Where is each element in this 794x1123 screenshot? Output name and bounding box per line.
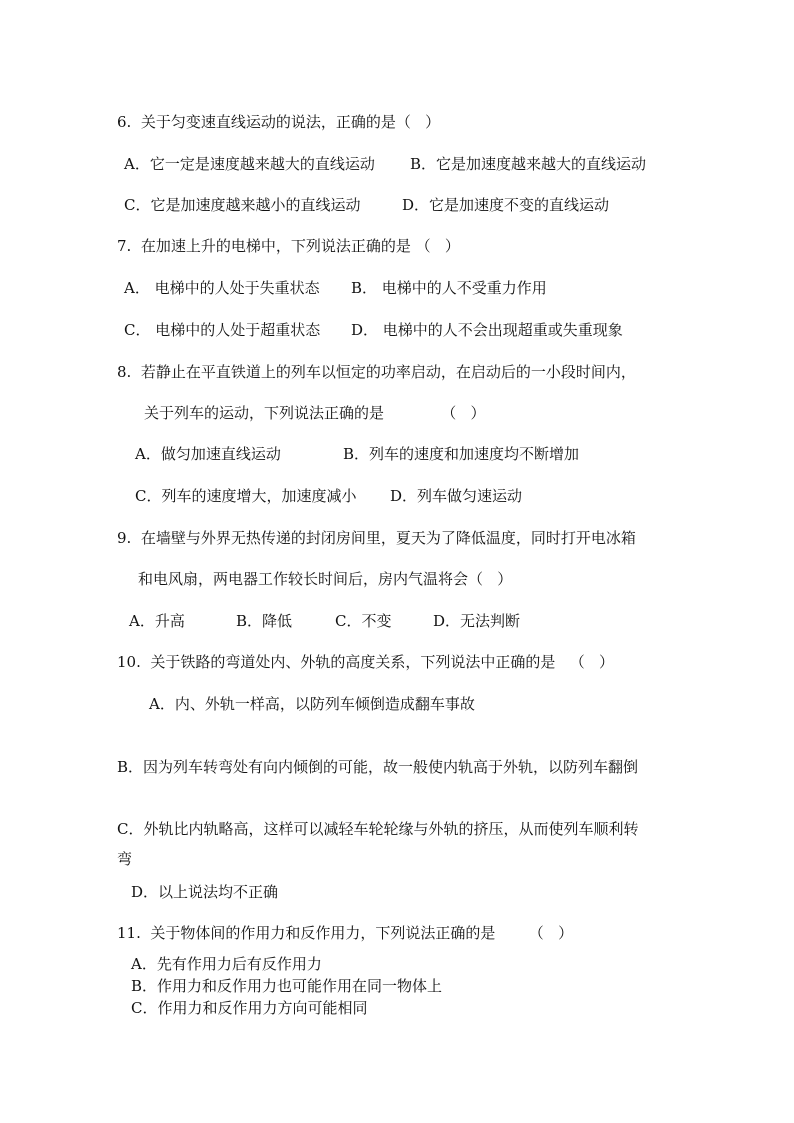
question-9-option-b: B．降低 bbox=[236, 612, 293, 630]
question-8-option-a: A．做匀加速直线运动 bbox=[135, 445, 281, 463]
question-9-stem: 9. 在墙壁与外界无热传递的封闭房间里，夏天为了降低温度，同时打开电冰箱 bbox=[117, 529, 636, 547]
question-8-option-c: C．列车的速度增大，加速度减小 bbox=[135, 487, 357, 505]
question-10-option-c-continued: 弯 bbox=[117, 850, 133, 868]
question-7-option-a: A． 电梯中的人处于失重状态 bbox=[124, 279, 320, 297]
question-11-option-b: B．作用力和反作用力也可能作用在同一物体上 bbox=[131, 977, 443, 995]
question-7-option-c: C． 电梯中的人处于超重状态 bbox=[124, 321, 321, 339]
question-8-stem-continued: 关于列车的运动，下列说法正确的是 （ ） bbox=[144, 404, 486, 422]
question-7-option-d: D． 电梯中的人不会出现超重或失重现象 bbox=[351, 321, 623, 339]
question-9-stem-continued: 和电风扇，两电器工作较长时间后，房内气温将会（ ） bbox=[138, 570, 513, 588]
question-9-option-a: A．升高 bbox=[129, 612, 185, 630]
question-6-option-a: A．它一定是速度越来越大的直线运动 bbox=[124, 155, 375, 173]
question-8-option-b: B．列车的速度和加速度均不断增加 bbox=[343, 445, 580, 463]
question-7-option-b: B． 电梯中的人不受重力作用 bbox=[351, 279, 547, 297]
question-10-stem: 10. 关于铁路的弯道处内、外轨的高度关系，下列说法中正确的是 （ ） bbox=[117, 653, 615, 671]
question-11-stem: 11. 关于物体间的作用力和反作用力，下列说法正确的是 （ ） bbox=[117, 924, 574, 942]
question-9-option-d: D．无法判断 bbox=[433, 612, 521, 630]
question-10-option-b: B．因为列车转弯处有向内倾倒的可能，故一般使内轨高于外轨，以防列车翻倒 bbox=[117, 758, 639, 776]
question-6-option-d: D．它是加速度不变的直线运动 bbox=[402, 196, 610, 214]
question-9-option-c: C．不变 bbox=[335, 612, 392, 630]
question-6-stem: 6. 关于匀变速直线运动的说法，正确的是（ ） bbox=[117, 113, 441, 131]
question-7-stem: 7. 在加速上升的电梯中，下列说法正确的是 （ ） bbox=[117, 237, 460, 255]
question-6-option-b: B．它是加速度越来越大的直线运动 bbox=[410, 155, 647, 173]
question-11-option-a: A．先有作用力后有反作用力 bbox=[131, 955, 322, 973]
question-6-option-c: C．它是加速度越来越小的直线运动 bbox=[124, 196, 361, 214]
question-11-option-c: C．作用力和反作用力方向可能相同 bbox=[131, 999, 368, 1017]
question-10-option-c: C．外轨比内轨略高，这样可以减轻车轮轮缘与外轨的挤压，从而使列车顺利转 bbox=[117, 820, 639, 838]
question-8-stem: 8. 若静止在平直铁道上的列车以恒定的功率启动，在启动后的一小段时间内， bbox=[117, 363, 636, 381]
question-10-option-d: D．以上说法均不正确 bbox=[131, 883, 279, 901]
question-10-option-a: A．内、外轨一样高，以防列车倾倒造成翻车事故 bbox=[149, 695, 475, 713]
question-8-option-d: D．列车做匀速运动 bbox=[390, 487, 523, 505]
